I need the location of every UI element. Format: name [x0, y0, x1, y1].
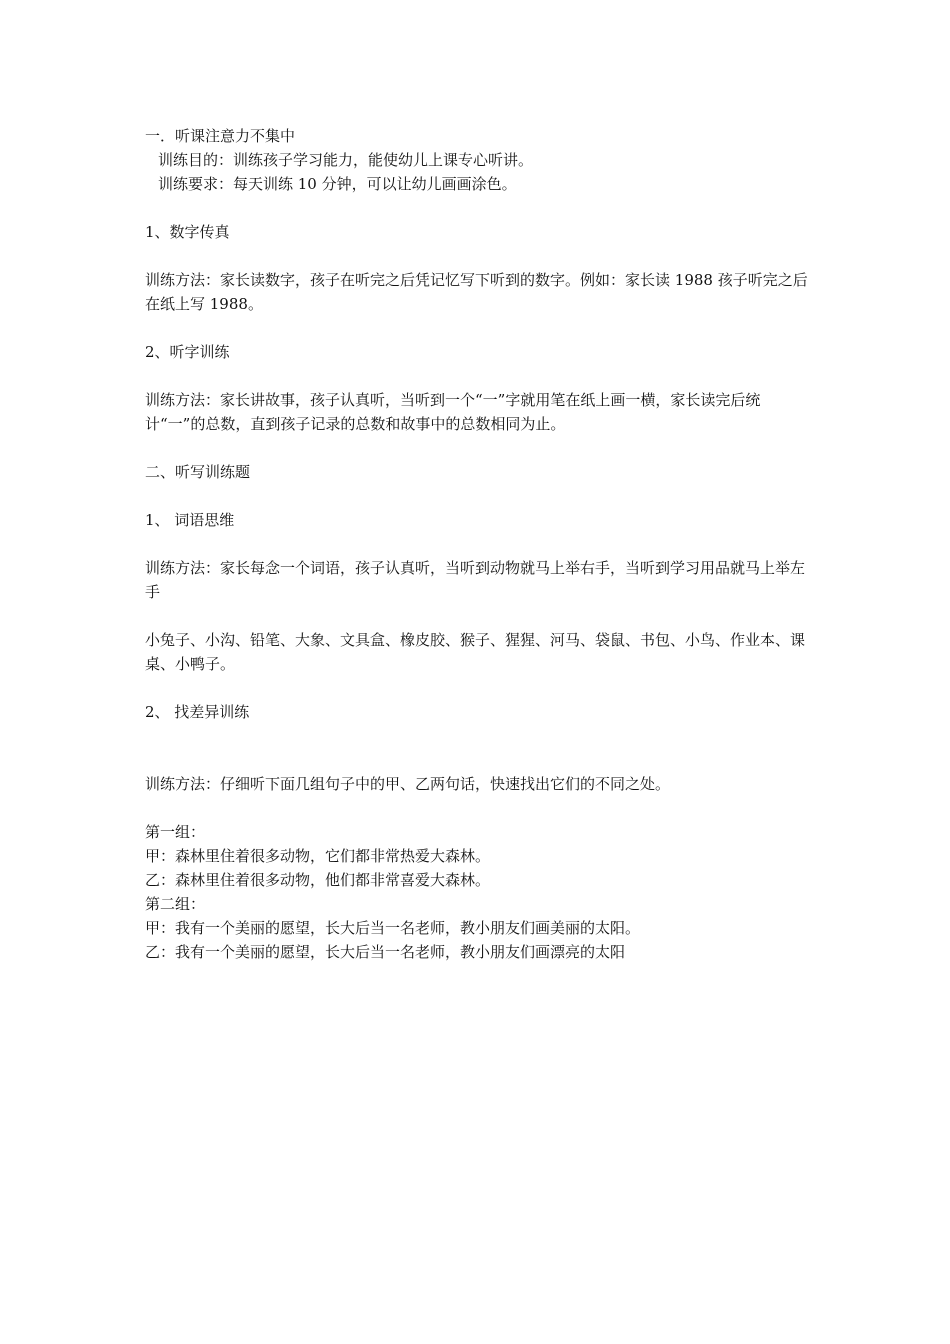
- section1-heading: 一．听课注意力不集中: [145, 127, 296, 145]
- item-digit-fax-method: 训练方法：家长读数字，孩子在听完之后凭记忆写下听到的数字。例如：家长读 1988 孩子听完之后在纸上写 1988。: [145, 271, 808, 313]
- training-requirement: 训练要求：每天训练 10 分钟，可以让幼儿画画涂色。: [158, 175, 517, 193]
- section2-heading: 二、听写训练题: [145, 463, 251, 481]
- item-listen-word-title: 2、听字训练: [145, 343, 230, 361]
- group1-label: 第一组：: [145, 823, 206, 841]
- item-word-thinking-title: 1、 词语思维: [145, 511, 235, 529]
- item-find-difference-method: 训练方法：仔细听下面几组句子中的甲、乙两句话，快速找出它们的不同之处。: [145, 775, 671, 793]
- group1-sentence-b: 乙：森林里住着很多动物，他们都非常喜爱大森林。: [145, 871, 491, 889]
- item-find-difference-title: 2、 找差异训练: [145, 703, 250, 721]
- training-purpose: 训练目的：训练孩子学习能力，能使幼儿上课专心听讲。: [158, 151, 534, 169]
- item-word-thinking-method: 训练方法：家长每念一个词语，孩子认真听，当听到动物就马上举右手，当听到学习用品就马上举左手: [145, 559, 806, 601]
- group1-sentence-a: 甲：森林里住着很多动物，它们都非常热爱大森林。: [145, 847, 491, 865]
- item-listen-word-method: 训练方法：家长讲故事，孩子认真听，当听到一个“一”字就用笔在纸上画一横，家长读完后统计“一”的总数，直到孩子记录的总数和故事中的总数相同为止。: [145, 391, 761, 433]
- group2-sentence-b: 乙：我有一个美丽的愿望，长大后当一名老师，教小朋友们画漂亮的太阳: [145, 943, 626, 961]
- document-page: [145, 124, 810, 964]
- group2-sentence-a: 甲：我有一个美丽的愿望，长大后当一名老师，教小朋友们画美丽的太阳。: [145, 919, 641, 937]
- item-digit-fax-title: 1、数字传真: [145, 223, 230, 241]
- word-list: 小兔子、小沟、铅笔、大象、文具盒、橡皮胶、猴子、猩猩、河马、袋鼠、书包、小鸟、作业本、课桌、小鸭子。: [145, 631, 806, 673]
- group2-label: 第二组：: [145, 895, 206, 913]
